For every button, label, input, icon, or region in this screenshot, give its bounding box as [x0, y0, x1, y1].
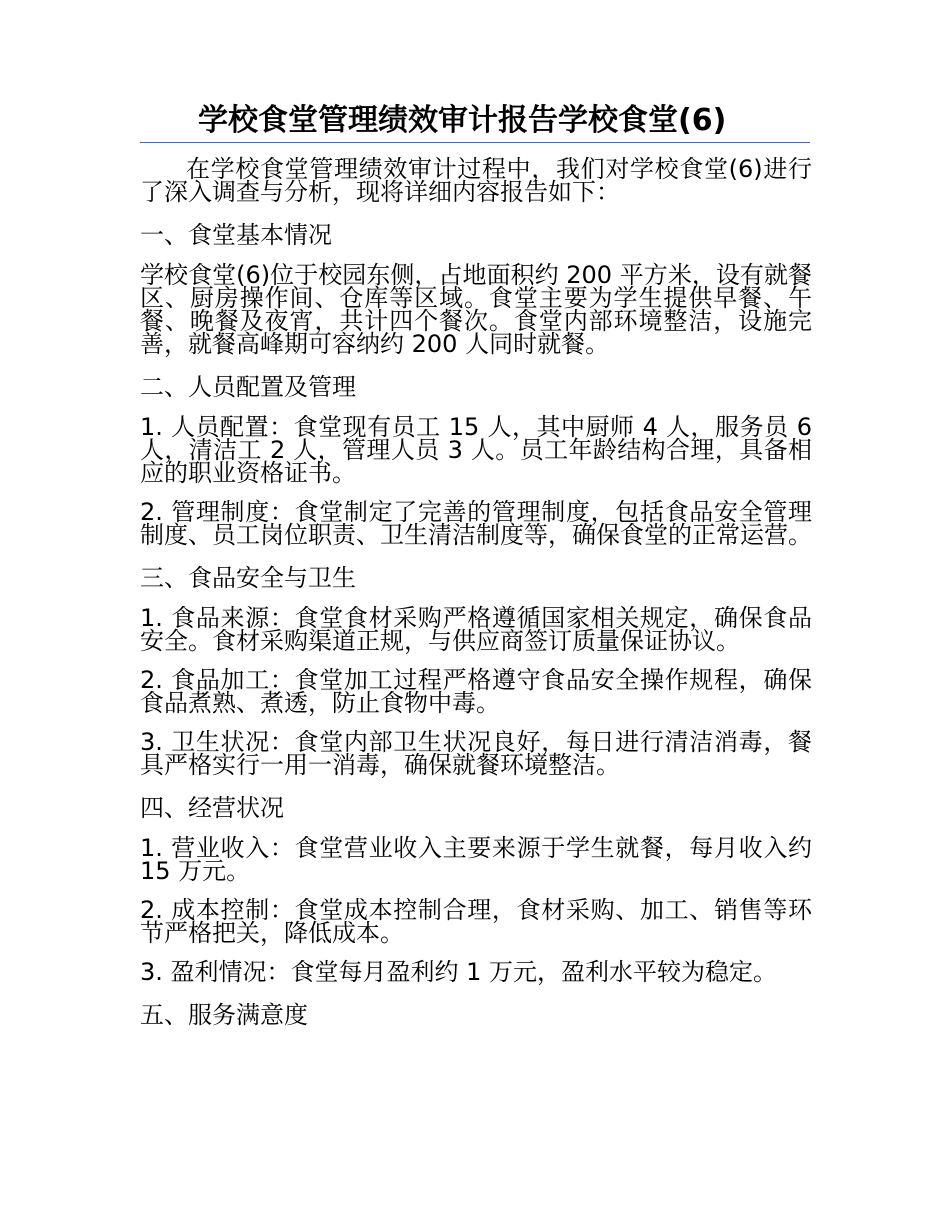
section-paragraph: 2. 成本控制：食堂成本控制合理，食材采购、加工、销售等环节严格把关，降低成本。 [140, 896, 812, 947]
document-body [140, 155, 812, 1044]
section-heading: 五、服务满意度 [140, 1001, 308, 1029]
section-basic-info [140, 220, 812, 356]
section-operations [140, 793, 812, 984]
intro-paragraph: 在学校食堂管理绩效审计过程中，我们对学校食堂(6)进行了深入调查与分析，现将详细内容报告如下： [140, 155, 812, 206]
section-satisfaction [140, 1000, 812, 1030]
section-paragraph: 1. 营业收入：食堂营业收入主要来源于学生就餐，每月收入约 15 万元。 [140, 834, 812, 885]
section-paragraph: 3. 卫生状况：食堂内部卫生状况良好，每日进行清洁消毒，餐具严格实行一用一消毒，确保就餐环境整洁。 [140, 728, 812, 779]
section-heading: 一、食堂基本情况 [140, 221, 332, 249]
section-paragraph: 3. 盈利情况：食堂每月盈利约 1 万元，盈利水平较为稳定。 [140, 958, 778, 986]
section-paragraph: 1. 食品来源：食堂食材采购严格遵循国家相关规定，确保食品安全。食材采购渠道正规，与供应商签订质量保证协议。 [140, 604, 812, 655]
section-paragraph: 2. 食品加工：食堂加工过程严格遵守食品安全操作规程，确保食品煮熟、煮透，防止食物中毒。 [140, 666, 812, 717]
section-staffing [140, 372, 812, 547]
title-block [140, 100, 810, 143]
section-heading: 二、人员配置及管理 [140, 373, 356, 401]
section-heading: 三、食品安全与卫生 [140, 564, 356, 592]
section-paragraph: 1. 人员配置：食堂现有员工 15 人，其中厨师 4 人，服务员 6 人，清洁工 2 人，管理人员 3 人。员工年龄结构合理，具备相应的职业资格证书。 [140, 413, 812, 487]
section-paragraph: 学校食堂(6)位于校园东侧，占地面积约 200 平方米，设有就餐区、厨房操作间、仓库等区域。食堂主要为学生提供早餐、午餐、晚餐及夜宵，共计四个餐次。食堂内部环境整洁，设施完善，就餐高峰期可容纳约 200 人同时就餐。 [140, 261, 812, 358]
document-title: 学校食堂管理绩效审计报告学校食堂(6) [198, 103, 727, 138]
section-heading: 四、经营状况 [140, 794, 284, 822]
section-paragraph: 2. 管理制度：食堂制定了完善的管理制度，包括食品安全管理制度、员工岗位职责、卫生清洁制度等，确保食堂的正常运营。 [140, 498, 812, 549]
section-food-safety [140, 563, 812, 777]
